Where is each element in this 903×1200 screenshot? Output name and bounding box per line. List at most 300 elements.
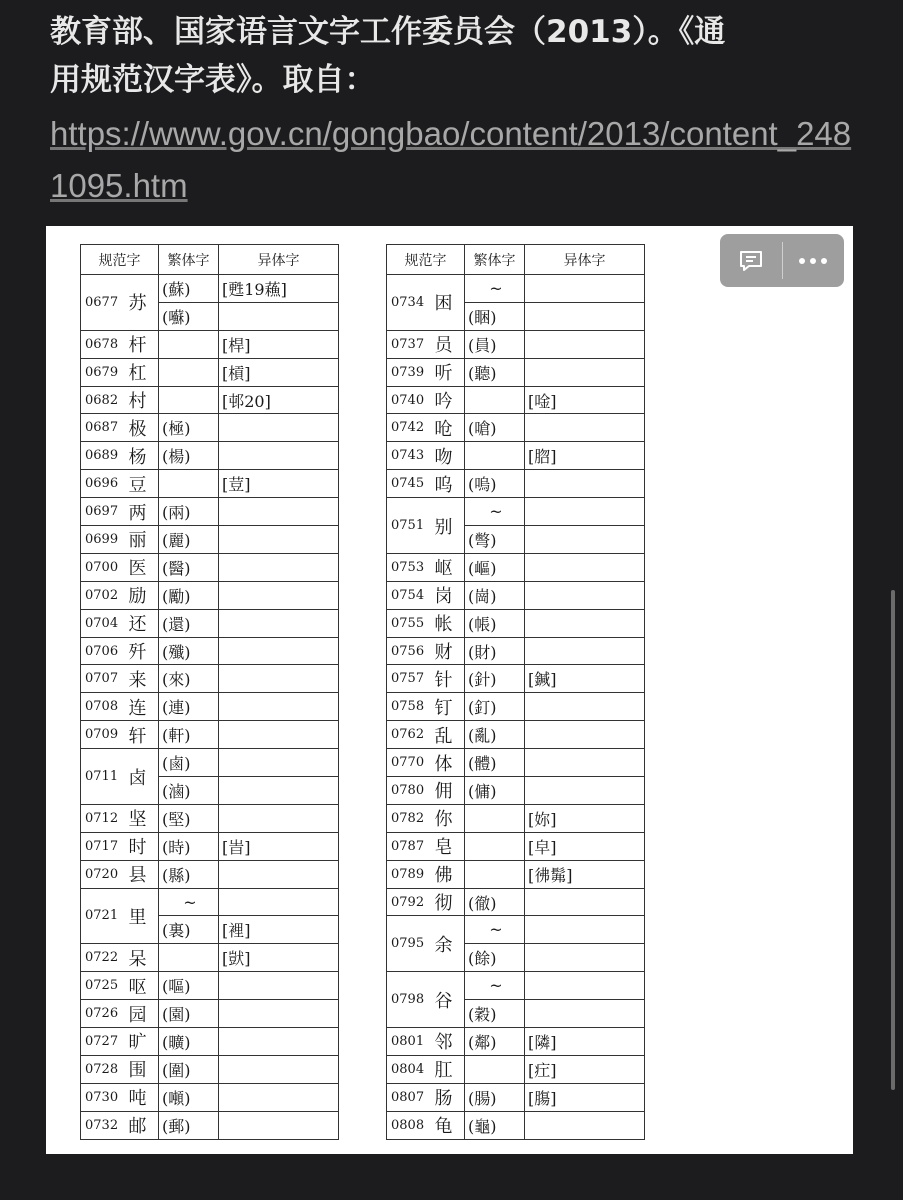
table-row (387, 386, 645, 414)
standard-char: 丽 (125, 526, 159, 554)
standard-char: 呕 (125, 972, 159, 1000)
standard-char: 针 (431, 665, 465, 693)
traditional-char: (勵) (159, 581, 219, 609)
table-row (387, 470, 645, 498)
standard-char: 肠 (431, 1083, 465, 1111)
char-code: 0730 (81, 1083, 125, 1111)
standard-char: 乱 (431, 721, 465, 749)
traditional-char: (還) (159, 609, 219, 637)
traditional-char: (郵) (159, 1111, 219, 1139)
variant-char (219, 1083, 339, 1111)
char-code: 0753 (387, 553, 431, 581)
traditional-char (159, 330, 219, 358)
table-row (81, 665, 339, 693)
char-code: 0678 (81, 330, 125, 358)
standard-char: 皂 (431, 832, 465, 860)
char-code: 0807 (387, 1083, 431, 1111)
traditional-char: (嘔) (159, 972, 219, 1000)
variant-char (219, 637, 339, 665)
standard-char: 坚 (125, 804, 159, 832)
variant-char (525, 972, 645, 1000)
traditional-char: (餘) (465, 944, 525, 972)
traditional-char: (腸) (465, 1083, 525, 1111)
header-fan: 繁体字 (465, 245, 525, 275)
char-code: 0739 (387, 358, 431, 386)
char-code: 0711 (81, 749, 125, 805)
variant-char (219, 609, 339, 637)
variant-char (525, 302, 645, 330)
char-code: 0742 (387, 414, 431, 442)
traditional-char: (噸) (159, 1083, 219, 1111)
standard-char: 医 (125, 553, 159, 581)
comment-button[interactable] (720, 234, 782, 287)
table-row (81, 1000, 339, 1028)
standard-char: 还 (125, 609, 159, 637)
traditional-char: (員) (465, 330, 525, 358)
traditional-char: (殲) (159, 637, 219, 665)
traditional-char: (堅) (159, 804, 219, 832)
char-code: 0697 (81, 498, 125, 526)
traditional-char: (崗) (465, 581, 525, 609)
char-code: 0689 (81, 442, 125, 470)
traditional-char (465, 386, 525, 414)
traditional-char: (兩) (159, 498, 219, 526)
variant-char: [桿] (219, 330, 339, 358)
variant-char: [唫] (525, 386, 645, 414)
variant-char (219, 553, 339, 581)
standard-char: 吨 (125, 1083, 159, 1111)
char-code: 0699 (81, 526, 125, 554)
header-fan: 繁体字 (159, 245, 219, 275)
character-table-right (386, 244, 645, 1140)
standard-char: 岗 (431, 581, 465, 609)
char-code: 0706 (81, 637, 125, 665)
traditional-char: (財) (465, 637, 525, 665)
traditional-char: (嗚) (465, 470, 525, 498)
variant-char (219, 581, 339, 609)
variant-char (219, 414, 339, 442)
char-code: 0722 (81, 944, 125, 972)
table-row (387, 442, 645, 470)
table-row (387, 804, 645, 832)
variant-char: [疘] (525, 1055, 645, 1083)
table-row (387, 1083, 645, 1111)
variant-char: [獃] (219, 944, 339, 972)
standard-char: 连 (125, 693, 159, 721)
char-code: 0709 (81, 721, 125, 749)
char-code: 0712 (81, 804, 125, 832)
table-row (81, 1055, 339, 1083)
table-row (387, 721, 645, 749)
char-code: 0758 (387, 693, 431, 721)
variant-char (219, 860, 339, 888)
table-row (387, 1111, 645, 1139)
variant-char (219, 888, 339, 916)
char-code: 0808 (387, 1111, 431, 1139)
char-code: 0754 (387, 581, 431, 609)
table-row (81, 275, 339, 303)
table-row (81, 972, 339, 1000)
table-row (387, 637, 645, 665)
variant-char (525, 749, 645, 777)
traditional-char: (曠) (159, 1028, 219, 1056)
standard-char: 县 (125, 860, 159, 888)
variant-char (219, 721, 339, 749)
variant-char (219, 442, 339, 470)
variant-char: [旹] (219, 832, 339, 860)
char-code: 0757 (387, 665, 431, 693)
traditional-char: (聽) (465, 358, 525, 386)
source-link[interactable]: https://www.gov.cn/gongbao/content/2013/content_2481095.htm (50, 115, 852, 204)
traditional-char: (釘) (465, 693, 525, 721)
table-row (81, 414, 339, 442)
standard-char: 佣 (431, 777, 465, 805)
table-row (81, 693, 339, 721)
standard-char: 轩 (125, 721, 159, 749)
standard-char: 呜 (431, 470, 465, 498)
table-row (81, 1083, 339, 1111)
traditional-char (159, 944, 219, 972)
table-row (81, 860, 339, 888)
traditional-char: (嶇) (465, 553, 525, 581)
standard-char: 体 (431, 749, 465, 777)
traditional-char: (穀) (465, 1000, 525, 1028)
traditional-char: ~ (159, 888, 219, 916)
standard-char: 彻 (431, 888, 465, 916)
table-row (387, 777, 645, 805)
variant-char (219, 1028, 339, 1056)
standard-char: 帐 (431, 609, 465, 637)
standard-char: 来 (125, 665, 159, 693)
variant-char: [荳] (219, 470, 339, 498)
char-code: 0770 (387, 749, 431, 777)
standard-char: 杠 (125, 358, 159, 386)
traditional-char: ~ (465, 916, 525, 944)
standard-char: 围 (125, 1055, 159, 1083)
standard-char: 谷 (431, 972, 465, 1028)
char-code: 0702 (81, 581, 125, 609)
char-code: 0727 (81, 1028, 125, 1056)
table-row (81, 944, 339, 972)
standard-char: 杆 (125, 330, 159, 358)
standard-char: 旷 (125, 1028, 159, 1056)
table-row (81, 749, 339, 777)
char-code: 0728 (81, 1055, 125, 1083)
traditional-char: (時) (159, 832, 219, 860)
char-code: 0798 (387, 972, 431, 1028)
variant-char: [隣] (525, 1028, 645, 1056)
char-code: 0687 (81, 414, 125, 442)
table-row (81, 637, 339, 665)
standard-char: 豆 (125, 470, 159, 498)
table-row (387, 1055, 645, 1083)
char-code: 0720 (81, 860, 125, 888)
variant-char (219, 498, 339, 526)
char-code: 0756 (387, 637, 431, 665)
scrollbar[interactable] (891, 590, 895, 1090)
table-row (81, 721, 339, 749)
traditional-char (465, 1055, 525, 1083)
traditional-char: (傭) (465, 777, 525, 805)
table-row (81, 832, 339, 860)
variant-char (219, 804, 339, 832)
standard-char: 歼 (125, 637, 159, 665)
standard-char: 呆 (125, 944, 159, 972)
char-code: 0732 (81, 1111, 125, 1139)
variant-char (525, 1111, 645, 1139)
variant-char (525, 888, 645, 916)
variant-char (525, 581, 645, 609)
table-row (81, 442, 339, 470)
traditional-char: (彆) (465, 526, 525, 554)
header-gui: 规范字 (81, 245, 159, 275)
table-row (81, 526, 339, 554)
traditional-char (465, 442, 525, 470)
traditional-char: (裏) (159, 916, 219, 944)
traditional-char: ~ (465, 275, 525, 303)
traditional-char: ~ (465, 498, 525, 526)
traditional-char: (囌) (159, 302, 219, 330)
standard-char: 邮 (125, 1111, 159, 1139)
traditional-char (159, 358, 219, 386)
variant-char (525, 777, 645, 805)
variant-char: [邨20] (219, 386, 339, 414)
char-code: 0743 (387, 442, 431, 470)
traditional-char: (睏) (465, 302, 525, 330)
header-yi: 异体字 (525, 245, 645, 275)
table-row (387, 749, 645, 777)
variant-char: [槓] (219, 358, 339, 386)
standard-char: 你 (431, 804, 465, 832)
char-code: 0707 (81, 665, 125, 693)
table-row (81, 358, 339, 386)
char-code: 0677 (81, 275, 125, 331)
table-row (387, 832, 645, 860)
variant-char (525, 721, 645, 749)
traditional-char: (鹵) (159, 749, 219, 777)
traditional-char: (來) (159, 665, 219, 693)
caption-line-2: 用规范汉字表》。取自： (50, 62, 376, 98)
more-button[interactable] (783, 234, 845, 287)
variant-char (219, 665, 339, 693)
variant-char (525, 1000, 645, 1028)
variant-char (525, 944, 645, 972)
char-code: 0726 (81, 1000, 125, 1028)
variant-char (219, 693, 339, 721)
char-code: 0755 (387, 609, 431, 637)
char-code: 0682 (81, 386, 125, 414)
standard-char: 财 (431, 637, 465, 665)
variant-char: [甦19蘓] (219, 275, 339, 303)
standard-char: 极 (125, 414, 159, 442)
traditional-char: (醫) (159, 553, 219, 581)
standard-char: 肛 (431, 1055, 465, 1083)
traditional-char (465, 832, 525, 860)
standard-char: 吻 (431, 442, 465, 470)
standard-char: 余 (431, 916, 465, 972)
traditional-char: (針) (465, 665, 525, 693)
variant-char (525, 498, 645, 526)
table-row (81, 470, 339, 498)
traditional-char: (鄰) (465, 1028, 525, 1056)
char-code: 0782 (387, 804, 431, 832)
table-row (387, 358, 645, 386)
char-code: 0751 (387, 498, 431, 554)
standard-char: 两 (125, 498, 159, 526)
table-row (81, 498, 339, 526)
table-row (81, 553, 339, 581)
traditional-char: (極) (159, 414, 219, 442)
variant-char (219, 1055, 339, 1083)
variant-char (525, 526, 645, 554)
table-row (387, 888, 645, 916)
table-row (387, 916, 645, 944)
table-row (387, 498, 645, 526)
char-code: 0708 (81, 693, 125, 721)
char-code: 0795 (387, 916, 431, 972)
variant-char (525, 414, 645, 442)
comment-icon (738, 248, 764, 274)
traditional-char: (龜) (465, 1111, 525, 1139)
traditional-char: (麗) (159, 526, 219, 554)
traditional-char: (連) (159, 693, 219, 721)
char-code: 0789 (387, 860, 431, 888)
variant-char (219, 1111, 339, 1139)
variant-char (525, 553, 645, 581)
standard-char: 佛 (431, 860, 465, 888)
standard-char: 村 (125, 386, 159, 414)
table-row (387, 275, 645, 303)
standard-char: 别 (431, 498, 465, 554)
table-row (81, 804, 339, 832)
char-code: 0717 (81, 832, 125, 860)
table-row (387, 693, 645, 721)
header-yi: 异体字 (219, 245, 339, 275)
char-code: 0762 (387, 721, 431, 749)
image-overlay-toolbar (720, 234, 844, 287)
char-code: 0745 (387, 470, 431, 498)
standard-char: 杨 (125, 442, 159, 470)
char-code: 0740 (387, 386, 431, 414)
variant-char (219, 302, 339, 330)
variant-char (219, 749, 339, 777)
standard-char: 听 (431, 358, 465, 386)
char-code: 0700 (81, 553, 125, 581)
table-row (387, 414, 645, 442)
traditional-char: ~ (465, 972, 525, 1000)
table-row (387, 665, 645, 693)
variant-char (525, 275, 645, 303)
standard-char: 园 (125, 1000, 159, 1028)
standard-char: 邻 (431, 1028, 465, 1056)
traditional-char: (滷) (159, 777, 219, 805)
table-row (387, 553, 645, 581)
char-code: 0780 (387, 777, 431, 805)
variant-char (219, 972, 339, 1000)
caption-line-1: 教育部、国家语言文字工作委员会（2013）。《通 (50, 14, 726, 50)
standard-char: 励 (125, 581, 159, 609)
standard-char: 岖 (431, 553, 465, 581)
variant-char (525, 358, 645, 386)
traditional-char: (亂) (465, 721, 525, 749)
standard-char: 钉 (431, 693, 465, 721)
variant-char: [彿髴] (525, 860, 645, 888)
standard-char: 呛 (431, 414, 465, 442)
char-code: 0737 (387, 330, 431, 358)
standard-char: 员 (431, 330, 465, 358)
table-row (387, 581, 645, 609)
traditional-char: (體) (465, 749, 525, 777)
variant-char: [鍼] (525, 665, 645, 693)
more-icon (798, 257, 828, 265)
traditional-char (465, 804, 525, 832)
variant-char (525, 330, 645, 358)
variant-char (525, 637, 645, 665)
variant-char (219, 526, 339, 554)
traditional-char: (軒) (159, 721, 219, 749)
standard-char: 困 (431, 275, 465, 331)
variant-char (219, 1000, 339, 1028)
char-code: 0696 (81, 470, 125, 498)
traditional-char: (縣) (159, 860, 219, 888)
variant-char: [脗] (525, 442, 645, 470)
caption-text (50, 8, 860, 104)
variant-char: [妳] (525, 804, 645, 832)
char-code: 0787 (387, 832, 431, 860)
table-row (387, 330, 645, 358)
traditional-char (465, 860, 525, 888)
variant-char: [裡] (219, 916, 339, 944)
variant-char: [皁] (525, 832, 645, 860)
char-code: 0725 (81, 972, 125, 1000)
standard-char: 里 (125, 888, 159, 944)
traditional-char: (楊) (159, 442, 219, 470)
char-code: 0704 (81, 609, 125, 637)
traditional-char: (帳) (465, 609, 525, 637)
table-row (81, 1111, 339, 1139)
table-row (387, 1028, 645, 1056)
table-row (81, 581, 339, 609)
table-row (387, 609, 645, 637)
table-row (81, 386, 339, 414)
table-row (387, 972, 645, 1000)
standard-char: 苏 (125, 275, 159, 331)
variant-char (525, 470, 645, 498)
traditional-char: (圍) (159, 1055, 219, 1083)
standard-char: 龟 (431, 1111, 465, 1139)
variant-char: [膓] (525, 1083, 645, 1111)
traditional-char (159, 386, 219, 414)
character-table-left (80, 244, 339, 1140)
char-code: 0801 (387, 1028, 431, 1056)
table-row (81, 888, 339, 916)
char-code: 0792 (387, 888, 431, 916)
traditional-char: (園) (159, 1000, 219, 1028)
header-gui: 规范字 (387, 245, 465, 275)
table-row (81, 1028, 339, 1056)
traditional-char: (嗆) (465, 414, 525, 442)
char-code: 0734 (387, 275, 431, 331)
char-code: 0804 (387, 1055, 431, 1083)
standard-char: 时 (125, 832, 159, 860)
standard-char: 吟 (431, 386, 465, 414)
table-row (81, 330, 339, 358)
variant-char (219, 777, 339, 805)
table-row (81, 609, 339, 637)
variant-char (525, 693, 645, 721)
char-code: 0721 (81, 888, 125, 944)
traditional-char: (蘇) (159, 275, 219, 303)
